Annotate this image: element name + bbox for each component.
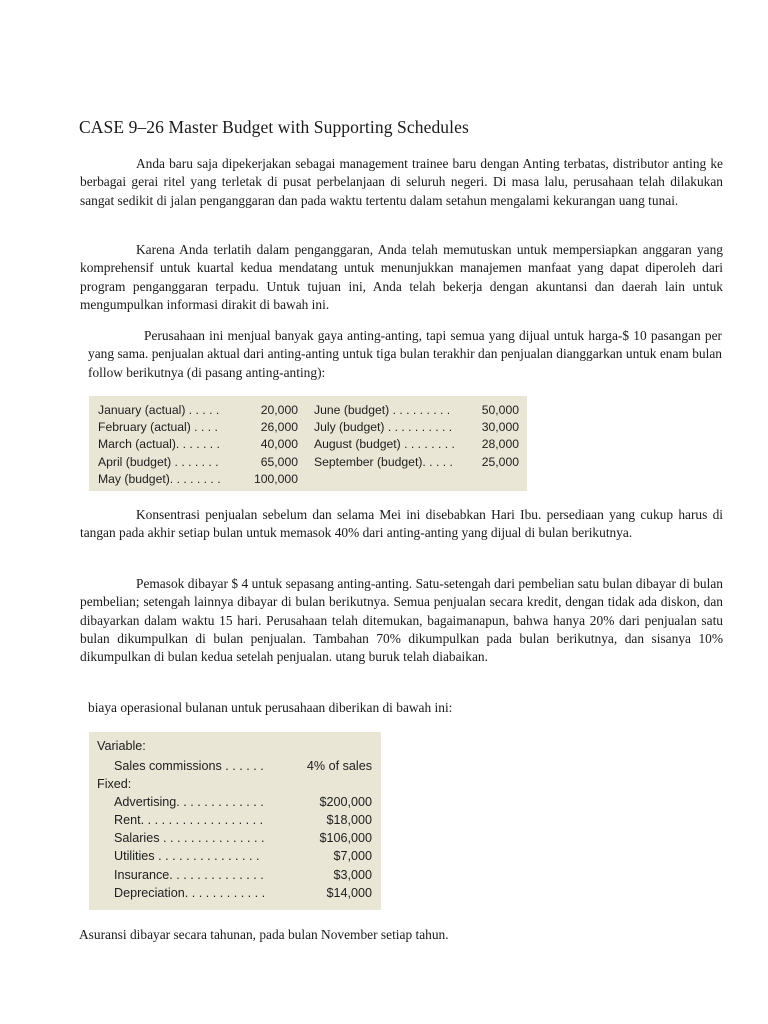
- expense-value: $18,000: [326, 813, 372, 827]
- expense-value: 4% of sales: [306, 759, 372, 773]
- sales-row: [314, 403, 519, 420]
- sales-month-value: 25,000: [481, 454, 519, 469]
- expense-label: Salaries . . . . . . . . . . . . . . .: [114, 831, 265, 845]
- expense-row: [97, 759, 372, 777]
- paragraph-budget-purpose: [80, 241, 723, 314]
- sales-row: [314, 437, 519, 454]
- sales-month-label: June (budget) . . . . . . . . .: [314, 403, 451, 417]
- sales-column-right: [314, 403, 519, 472]
- sales-month-value: 50,000: [481, 403, 519, 417]
- sales-month-label: February (actual) . . . .: [98, 420, 218, 435]
- sales-row: [98, 455, 298, 472]
- paragraph-sales-info: [88, 327, 722, 382]
- expense-row: [97, 813, 372, 831]
- sales-month-label: May (budget). . . . . . . .: [98, 471, 221, 486]
- expense-row: [97, 831, 372, 849]
- paragraph-intro-text: Anda baru saja dipekerjakan sebagai management trainee baru dengan Anting terbatas, distributor anting ke berbagai gerai ritel yang terletak di pusat perbelanjaan di seluruh negeri. Di masa lalu, perusahaan telah dilakukan sangat sedikit di jalan penganggaran dan pada waktu tertentu dalam setahun mengalami kekurangan uang tunai.: [80, 156, 723, 208]
- expense-label: Insurance. . . . . . . . . . . . . .: [114, 868, 264, 882]
- expense-heading-label: Fixed:: [97, 777, 132, 791]
- sales-row: [314, 455, 519, 472]
- sales-month-value: 100,000: [253, 471, 298, 486]
- operating-expenses-table: [89, 732, 381, 910]
- expense-value: $106,000: [319, 831, 372, 845]
- expense-label: Sales commissions . . . . . .: [114, 759, 264, 773]
- paragraph-operating-costs: biaya operasional bulanan untuk perusahaan diberikan di bawah ini:: [88, 700, 453, 715]
- monthly-sales-table: [89, 396, 527, 491]
- sales-month-label: March (actual). . . . . . .: [98, 437, 220, 452]
- sales-month-value: 40,000: [260, 437, 298, 452]
- paragraph-budget-purpose-text: Karena Anda terlatih dalam penganggaran, Anda telah memutuskan untuk mempersiapkan anggaran yang komprehensif untuk kuartal kedua mendatang untuk menunjukkan manajemen manfaat yang dapat diperoleh dari program penganggaran terpadu. Untuk tujuan ini, Anda telah bekerja dengan akuntansi dan daerah lain untuk mengumpulkan informasi dirakit di bawah ini.: [80, 242, 723, 312]
- paragraph-sales-info-text: Perusahaan ini menjual banyak gaya anting-anting, tapi semua yang dijual untuk harga-$ 10 pasangan per yang sama. penjualan aktual dari anting-anting untuk tiga bulan terakhir dan penjualan dianggarkan untuk enam bulan follow berikutnya (di pasang anting-anting):: [88, 328, 722, 380]
- sales-row: [98, 472, 298, 489]
- sales-row: [98, 437, 298, 454]
- expense-label: Depreciation. . . . . . . . . . . .: [114, 886, 266, 900]
- expense-heading-fixed: [97, 777, 372, 795]
- sales-month-label: April (budget) . . . . . . .: [98, 454, 219, 469]
- sales-month-label: July (budget) . . . . . . . . . .: [314, 420, 453, 435]
- sales-row: [98, 403, 298, 420]
- sales-month-value: 30,000: [481, 420, 519, 435]
- expense-value: $3,000: [333, 868, 372, 882]
- expense-heading-variable: [97, 739, 372, 757]
- expense-row: [97, 849, 372, 867]
- case-title: CASE 9–26 Master Budget with Supporting Schedules: [79, 117, 469, 137]
- expense-row: [97, 868, 372, 886]
- expense-label: Rent. . . . . . . . . . . . . . . . . .: [114, 813, 264, 827]
- paragraph-intro: [80, 155, 723, 210]
- expense-heading-label: Variable:: [97, 739, 146, 753]
- sales-month-label: January (actual) . . . . .: [98, 403, 220, 417]
- paragraph-inventory-text: Konsentrasi penjualan sebelum dan selama Mei ini disebabkan Hari Ibu. persediaan yang cukup harus di tangan pada akhir setiap bulan untuk memasok 40% dari anting-anting yang dijual di bulan berikutnya.: [80, 507, 723, 541]
- paragraph-insurance: Asuransi dibayar secara tahunan, pada bulan November setiap tahun.: [79, 927, 449, 942]
- sales-row: [314, 420, 519, 437]
- sales-month-label: September (budget). . . . .: [314, 454, 453, 469]
- sales-month-label: August (budget) . . . . . . . .: [314, 437, 455, 452]
- sales-row: [98, 420, 298, 437]
- expense-value: $14,000: [326, 886, 372, 900]
- paragraph-payments: [80, 575, 723, 666]
- expense-value: $7,000: [333, 849, 372, 863]
- expense-row: [97, 886, 372, 904]
- expense-label: Utilities . . . . . . . . . . . . . . .: [114, 849, 260, 863]
- expense-row: [97, 795, 372, 813]
- sales-column-left: [98, 403, 298, 489]
- expense-value: $200,000: [319, 795, 372, 809]
- sales-month-value: 26,000: [260, 420, 298, 435]
- paragraph-inventory: [80, 506, 723, 543]
- sales-month-value: 28,000: [481, 437, 519, 452]
- paragraph-payments-text: Pemasok dibayar $ 4 untuk sepasang anting-anting. Satu-setengah dari pembelian satu bulan dibayar di bulan pembelian; setengah lainnya dibayar di bulan berikutnya. Semua penjualan secara kredit, dengan tidak ada diskon, dan dibayarkan dalam waktu 15 hari. Perusahaan telah ditemukan, bagaimanapun, bahwa hanya 20% dari penjualan satu bulan dikumpulkan di bulan penjualan. Tambahan 70% dikumpulkan pada bulan berikutnya, dan sisanya 10% dikumpulkan di bulan kedua setelah penjualan. utang buruk telah diabaikan.: [80, 576, 723, 665]
- expense-label: Advertising. . . . . . . . . . . . .: [114, 795, 264, 809]
- sales-month-value: 20,000: [260, 403, 298, 417]
- sales-month-value: 65,000: [260, 454, 298, 469]
